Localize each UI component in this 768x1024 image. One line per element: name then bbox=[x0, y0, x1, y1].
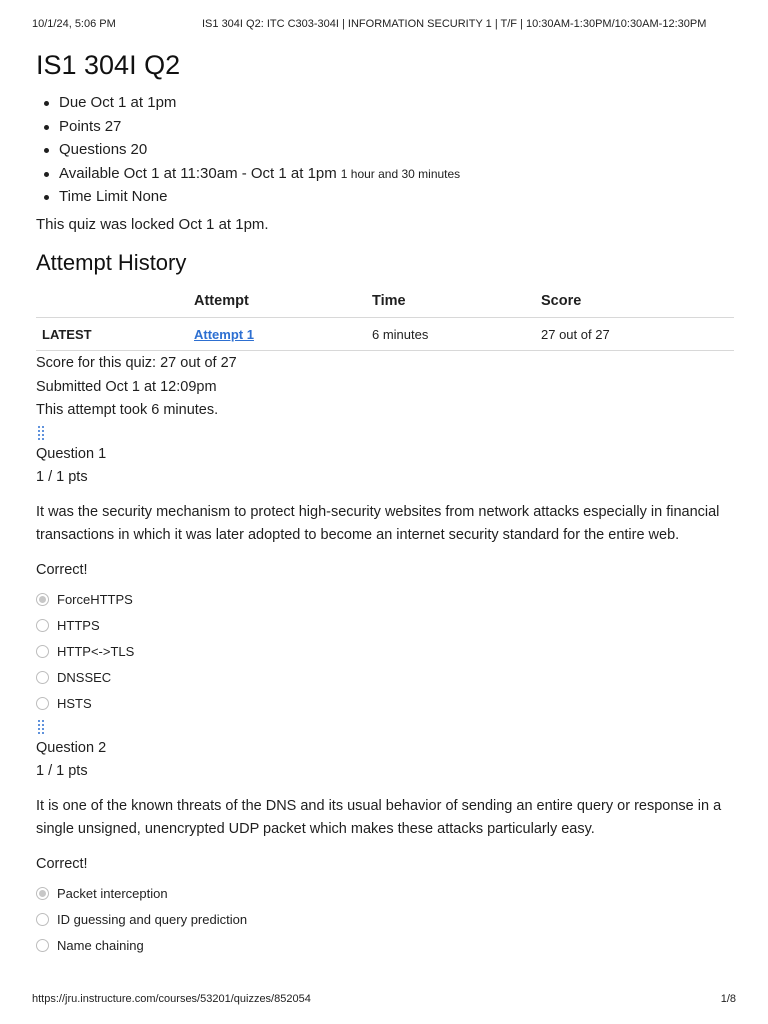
question-text: It was the security mechanism to protect high-security websites from network attacks especially in financial transactions in which it was later adopted to become an internet security standard for the entire web. bbox=[36, 503, 720, 543]
time-cell: 6 minutes bbox=[372, 318, 541, 351]
answer-list bbox=[36, 881, 736, 959]
answer-option bbox=[36, 881, 736, 907]
print-url: https://jru.instructure.com/courses/53201/quizzes/852054 bbox=[32, 993, 311, 1005]
radio-icon[interactable] bbox=[36, 619, 49, 632]
page-title: IS1 304I Q2 bbox=[36, 50, 181, 80]
detail-points: Points 27 bbox=[36, 115, 736, 139]
attempt-duration: This attempt took 6 minutes. bbox=[36, 402, 219, 418]
score-cell: 27 out of 27 bbox=[541, 318, 734, 351]
answer-label: HTTP<->TLS bbox=[57, 644, 135, 659]
question-header bbox=[36, 443, 736, 490]
quiz-details bbox=[36, 91, 736, 209]
answer-label: ID guessing and query prediction bbox=[57, 912, 248, 927]
correct-indicator: Correct! bbox=[36, 561, 88, 578]
attempt-summary bbox=[36, 352, 736, 423]
print-document-title: IS1 304I Q2: ITC C303-304I | INFORMATION SECURITY 1 | T/F | 10:30AM-1:30PM/10:30AM-12:30PM bbox=[202, 18, 707, 30]
column-header-time: Time bbox=[372, 286, 541, 318]
print-footer bbox=[32, 993, 736, 1005]
answer-label: ForceHTTPS bbox=[57, 592, 133, 607]
print-header bbox=[32, 18, 736, 30]
question-points: 1 / 1 pts bbox=[36, 469, 88, 485]
answer-option bbox=[36, 665, 736, 691]
radio-selected-icon[interactable] bbox=[36, 593, 49, 606]
question-text: It is one of the known threats of the DNS and its usual behavior of sending an entire query or response in a single unsigned, unencrypted UDP packet which makes these attacks particularly easy. bbox=[36, 797, 722, 837]
correct-indicator: Correct! bbox=[36, 855, 88, 872]
submitted-time: Submitted Oct 1 at 12:09pm bbox=[36, 378, 217, 395]
drag-handle-icon[interactable] bbox=[36, 719, 46, 737]
answer-label: HSTS bbox=[57, 696, 92, 711]
table-header-row bbox=[36, 286, 734, 318]
answer-label: DNSSEC bbox=[57, 670, 112, 685]
answer-label: Name chaining bbox=[57, 938, 144, 953]
detail-due: Due Oct 1 at 1pm bbox=[36, 91, 736, 115]
latest-label: LATEST bbox=[36, 318, 194, 351]
column-header-score: Score bbox=[541, 286, 734, 318]
attempt-history-heading: Attempt History bbox=[36, 249, 187, 275]
question-2 bbox=[36, 719, 736, 959]
column-header-blank bbox=[36, 286, 194, 318]
attempt-history-table bbox=[36, 286, 734, 352]
answer-option bbox=[36, 613, 736, 639]
print-datetime: 10/1/24, 5:06 PM bbox=[32, 18, 116, 30]
detail-available: Available Oct 1 at 11:30am - Oct 1 at 1pm 1 hour and 30 minutes bbox=[36, 162, 736, 186]
detail-time-limit: Time Limit None bbox=[36, 185, 736, 209]
column-header-attempt: Attempt bbox=[194, 286, 372, 318]
answer-option bbox=[36, 907, 736, 933]
radio-icon[interactable] bbox=[36, 939, 49, 952]
question-header bbox=[36, 737, 736, 784]
answer-option bbox=[36, 691, 736, 717]
question-title: Question 1 bbox=[36, 445, 107, 462]
answer-option bbox=[36, 639, 736, 665]
question-title: Question 2 bbox=[36, 739, 107, 756]
answer-option bbox=[36, 587, 736, 613]
page-number: 1/8 bbox=[720, 993, 736, 1005]
radio-selected-icon[interactable] bbox=[36, 887, 49, 900]
quiz-score: Score for this quiz: 27 out of 27 bbox=[36, 355, 237, 371]
question-1 bbox=[36, 425, 736, 717]
radio-icon[interactable] bbox=[36, 697, 49, 710]
main-content bbox=[36, 48, 736, 959]
radio-icon[interactable] bbox=[36, 645, 49, 658]
answer-list bbox=[36, 587, 736, 717]
radio-icon[interactable] bbox=[36, 913, 49, 926]
answer-option bbox=[36, 933, 736, 959]
attempt-1-link[interactable]: Attempt 1 bbox=[194, 326, 254, 342]
radio-icon[interactable] bbox=[36, 671, 49, 684]
detail-questions: Questions 20 bbox=[36, 138, 736, 162]
answer-label: HTTPS bbox=[57, 618, 100, 633]
locked-notice: This quiz was locked Oct 1 at 1pm. bbox=[36, 215, 269, 233]
answer-label: Packet interception bbox=[57, 886, 168, 901]
question-points: 1 / 1 pts bbox=[36, 763, 88, 779]
drag-handle-icon[interactable] bbox=[36, 425, 46, 443]
table-row bbox=[36, 318, 734, 351]
attempt-cell bbox=[194, 318, 372, 351]
